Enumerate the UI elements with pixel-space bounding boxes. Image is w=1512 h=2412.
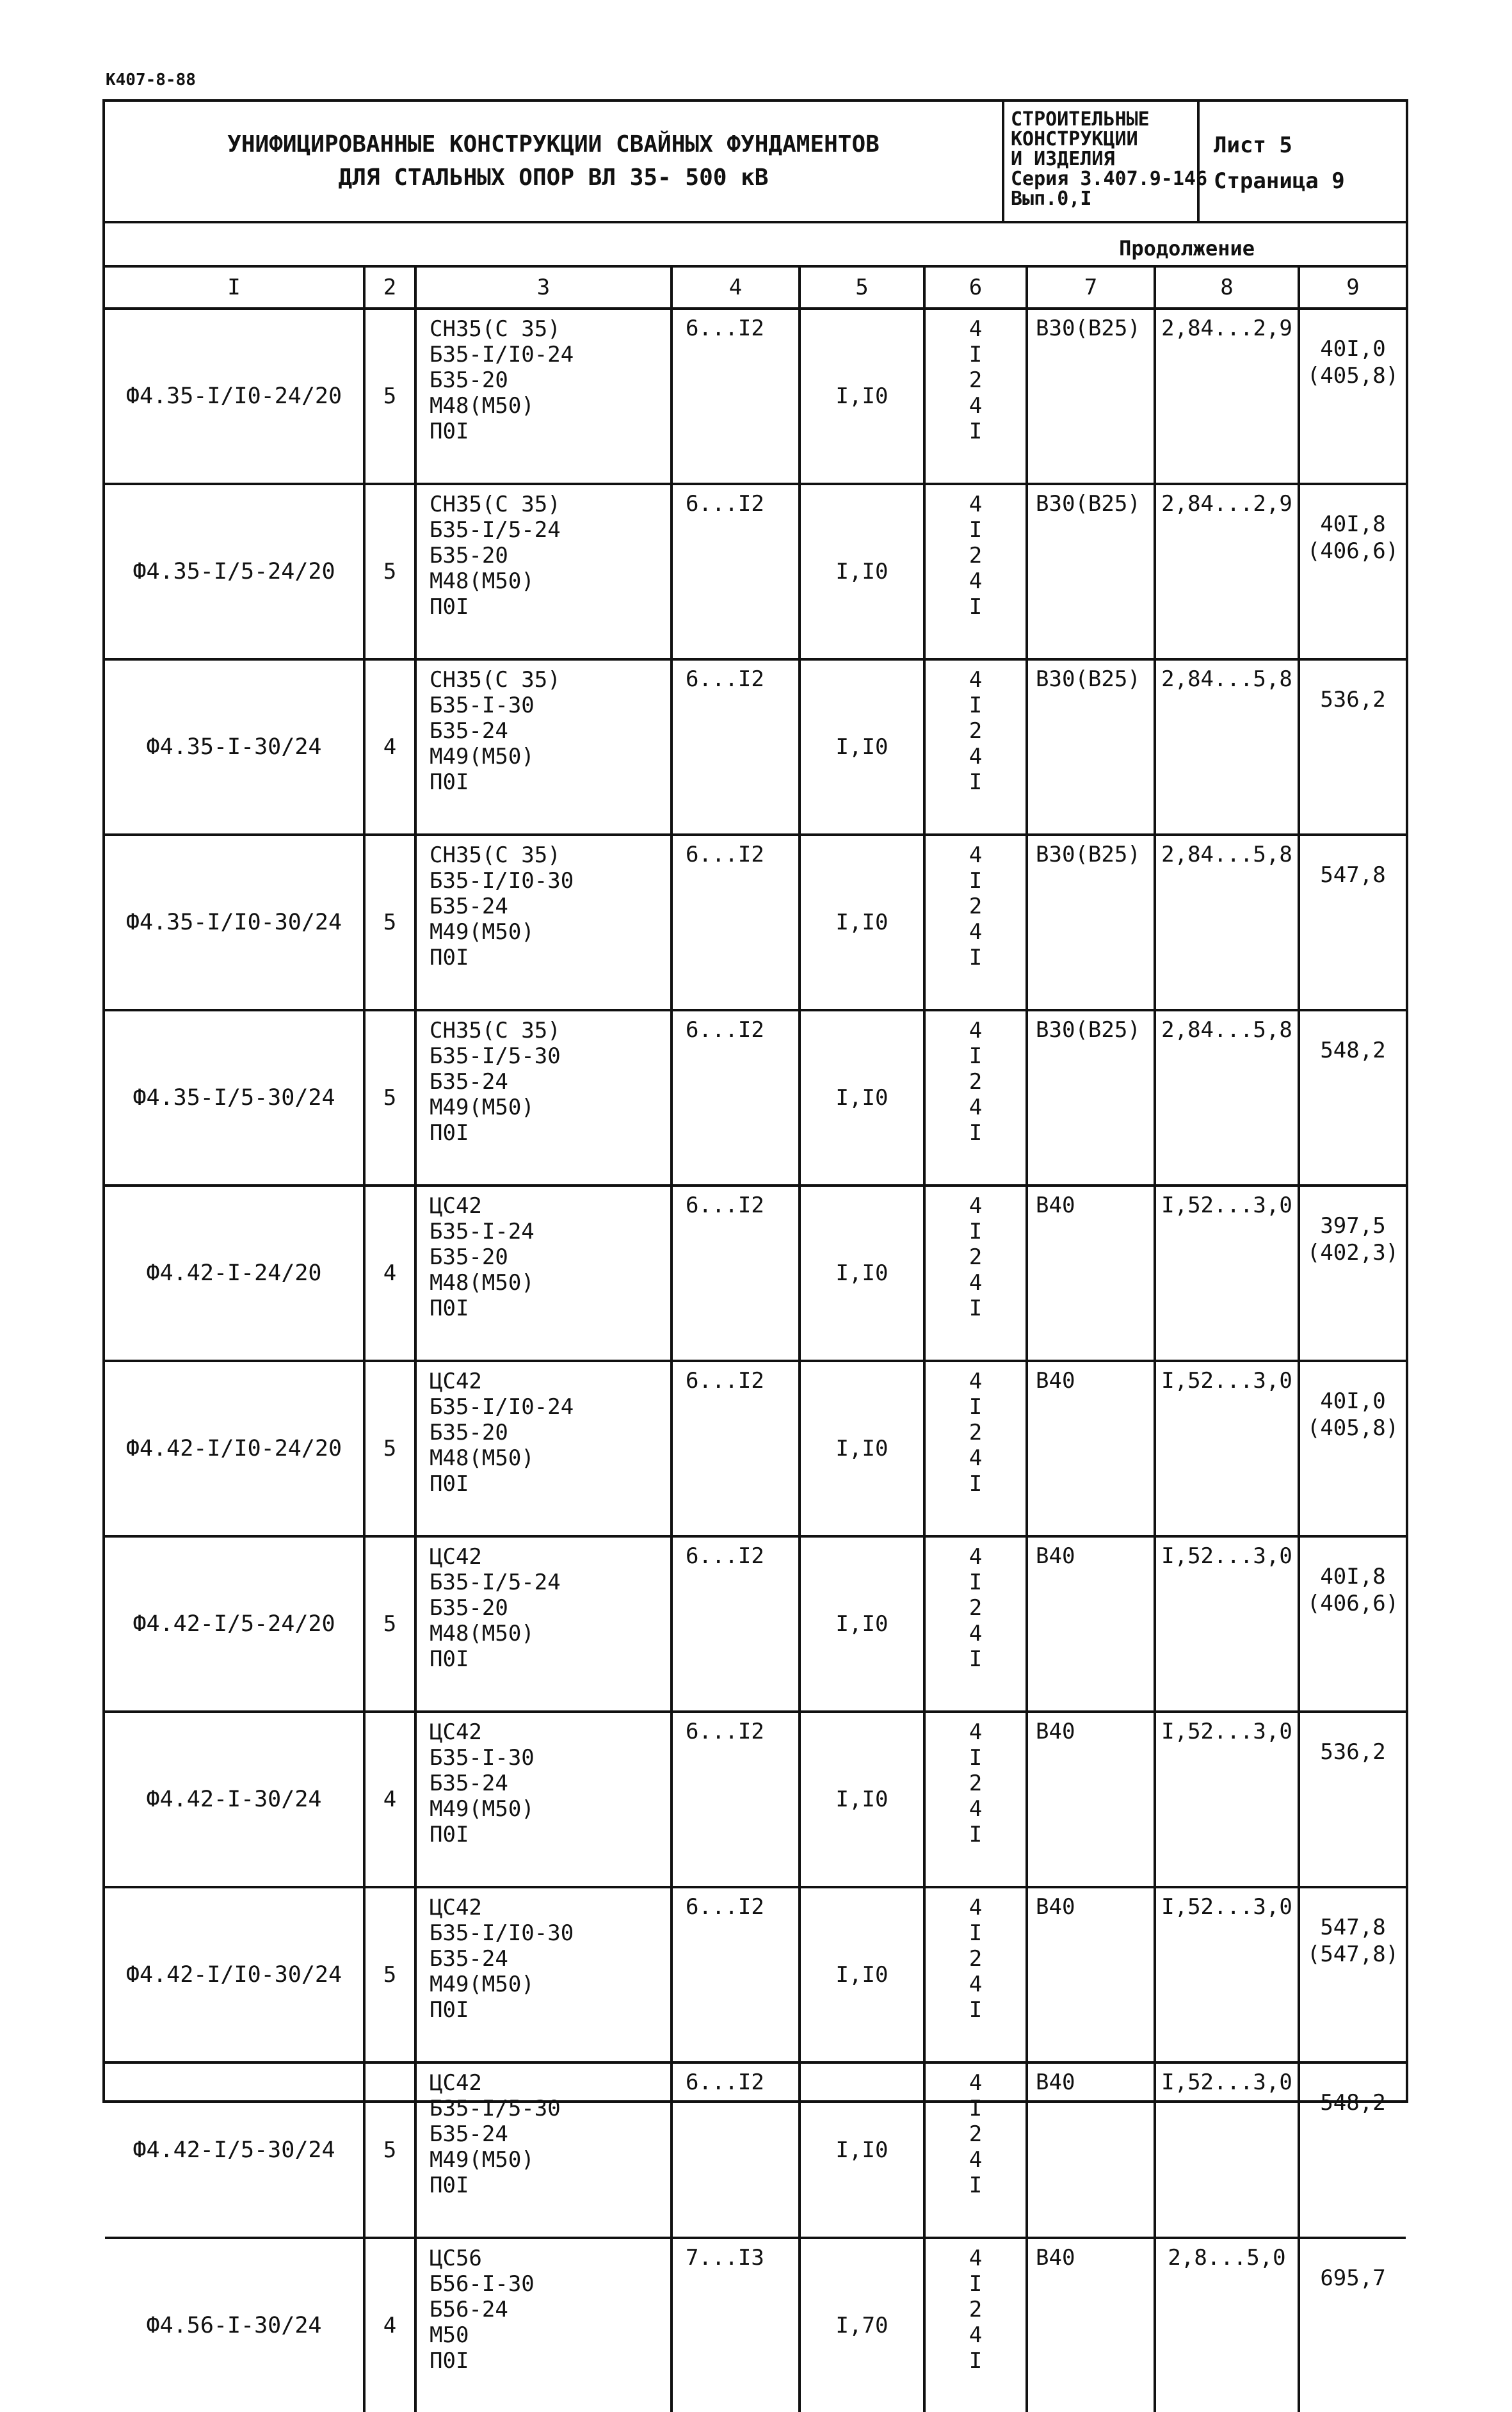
element-quantities-line: I — [969, 2096, 983, 2121]
mass-value-line: 40I,8 — [1320, 511, 1386, 537]
mass-value-line: 695,7 — [1320, 2265, 1386, 2291]
series-line: СТРОИТЕЛЬНЫЕ — [1011, 108, 1150, 131]
value-range: I,52...3,0 — [1155, 2062, 1299, 2238]
element-list-line: Б35-24 — [430, 2121, 508, 2147]
element-list-line: М50 — [430, 2322, 469, 2348]
title-line-1: УНИФИЦИРОВАННЫЕ КОНСТРУКЦИИ СВАЙНЫХ ФУНДАМЕНТОВ — [227, 131, 880, 157]
value-range: I,52...3,0 — [1155, 1712, 1299, 1887]
element-list — [415, 1361, 672, 1536]
column-4-value: 6...I2 — [672, 1712, 800, 1887]
document-title — [105, 102, 1004, 221]
element-list — [415, 1186, 672, 1361]
mass-value — [1299, 1010, 1406, 1186]
element-quantities-line: I — [969, 1043, 983, 1069]
element-list-line: М48(М50) — [430, 393, 535, 419]
column-5-value: I,I0 — [800, 1186, 924, 1361]
element-list-line: Б35-20 — [430, 543, 508, 568]
element-quantities-line: I — [969, 1822, 983, 1847]
mass-value-line: 536,2 — [1320, 1739, 1386, 1765]
element-quantities-line: 2 — [969, 1771, 983, 1796]
element-quantities-line: 4 — [969, 316, 983, 342]
value-range: 2,84...5,8 — [1155, 659, 1299, 835]
element-list — [415, 2238, 672, 2412]
document-code: К407-8-88 — [106, 70, 196, 90]
element-list — [415, 1887, 672, 2062]
element-list-line: Б35-I-30 — [430, 1745, 535, 1771]
element-count: 4 — [364, 1186, 415, 1361]
element-list-line: ЦС42 — [430, 2070, 482, 2096]
element-quantities-line: 4 — [969, 1270, 983, 1296]
element-list-line: М48(М50) — [430, 1270, 535, 1296]
element-list — [415, 835, 672, 1010]
element-list-line: СН35(С 35) — [430, 492, 561, 517]
element-list-line: Б35-20 — [430, 1595, 508, 1621]
element-list-line: Б35-20 — [430, 1244, 508, 1270]
element-quantities-line: 4 — [969, 1369, 983, 1394]
element-list-line: ЦС42 — [430, 1369, 482, 1394]
element-list-line: П0I — [430, 2173, 469, 2198]
element-quantities-line: I — [969, 2271, 983, 2297]
table-row — [105, 659, 1406, 835]
element-list-line: СН35(С 35) — [430, 667, 561, 693]
series-line: И ИЗДЕЛИЯ — [1011, 148, 1115, 170]
element-list — [415, 309, 672, 484]
foundation-mark: Ф4.42-I/5-30/24 — [105, 2062, 364, 2238]
mass-value — [1299, 1361, 1406, 1536]
element-list — [415, 1010, 672, 1186]
element-list-line: ЦС56 — [430, 2246, 482, 2271]
element-quantities-line: I — [969, 769, 983, 795]
element-quantities-line: I — [969, 342, 983, 367]
title-block — [105, 102, 1406, 223]
concrete-class: В40 — [1027, 2062, 1155, 2238]
element-quantities-line: I — [969, 1296, 983, 1321]
element-quantities-line: 4 — [969, 1445, 983, 1471]
column-4-value: 6...I2 — [672, 309, 800, 484]
value-range: I,52...3,0 — [1155, 1361, 1299, 1536]
element-list-line: Б56-24 — [430, 2297, 508, 2322]
element-quantities-line: 4 — [969, 1193, 983, 1219]
mass-value-line: (405,8) — [1307, 363, 1399, 389]
element-quantities — [924, 1186, 1027, 1361]
mass-value — [1299, 484, 1406, 659]
column-5-value: I,I0 — [800, 1010, 924, 1186]
column-5-value: I,I0 — [800, 309, 924, 484]
column-header: 4 — [672, 266, 800, 309]
element-quantities — [924, 484, 1027, 659]
mass-value-line: 40I,8 — [1320, 1564, 1386, 1589]
column-header: 9 — [1299, 266, 1406, 309]
element-list — [415, 1536, 672, 1712]
element-list-line: П0I — [430, 419, 469, 444]
mass-value-line: 547,8 — [1320, 862, 1386, 888]
value-range: 2,84...5,8 — [1155, 835, 1299, 1010]
foundation-mark: Ф4.35-I-30/24 — [105, 659, 364, 835]
foundation-mark: Ф4.35-I/I0-24/20 — [105, 309, 364, 484]
value-range: I,52...3,0 — [1155, 1887, 1299, 2062]
element-list-line: М48(М50) — [430, 1621, 535, 1646]
column-header: I — [105, 266, 364, 309]
concrete-class: В40 — [1027, 1887, 1155, 2062]
element-quantities-line: 4 — [969, 667, 983, 693]
table-row — [105, 1010, 1406, 1186]
column-4-value: 6...I2 — [672, 484, 800, 659]
mass-value-line: 40I,0 — [1320, 336, 1386, 362]
value-range: I,52...3,0 — [1155, 1186, 1299, 1361]
element-quantities-line: 4 — [969, 1621, 983, 1646]
element-quantities-line: I — [969, 1920, 983, 1946]
element-list-line: Б35-24 — [430, 718, 508, 744]
element-list-line: Б35-24 — [430, 1069, 508, 1095]
table-row — [105, 1712, 1406, 1887]
element-quantities-line: 4 — [969, 1796, 983, 1822]
column-5-value: I,I0 — [800, 1536, 924, 1712]
element-quantities-line: 2 — [969, 894, 983, 919]
mass-value-line: (547,8) — [1307, 1942, 1399, 1967]
element-list-line: Б35-24 — [430, 1771, 508, 1796]
element-list-line: М49(М50) — [430, 1972, 535, 1997]
foundation-mark: Ф4.35-I/I0-30/24 — [105, 835, 364, 1010]
element-quantities-line: 2 — [969, 1244, 983, 1270]
series-line: Вып.0,I — [1011, 188, 1092, 210]
column-5-value: I,I0 — [800, 835, 924, 1010]
concrete-class: В30(В25) — [1027, 835, 1155, 1010]
foundation-mark: Ф4.42-I/I0-30/24 — [105, 1887, 364, 2062]
mass-value-line: (402,3) — [1307, 1240, 1399, 1266]
foundation-mark: Ф4.35-I/5-24/20 — [105, 484, 364, 659]
element-count: 5 — [364, 1887, 415, 2062]
element-quantities-line: 4 — [969, 393, 983, 419]
element-list-line: Б35-I/5-30 — [430, 2096, 561, 2121]
table-row — [105, 484, 1406, 659]
element-quantities-line: I — [969, 1219, 983, 1244]
element-quantities-line: 4 — [969, 568, 983, 594]
element-list-line: М49(М50) — [430, 1796, 535, 1822]
element-quantities-line: 2 — [969, 2121, 983, 2147]
element-quantities — [924, 1712, 1027, 1887]
element-count: 5 — [364, 2062, 415, 2238]
element-quantities-line: 4 — [969, 1972, 983, 1997]
column-4-value: 6...I2 — [672, 1887, 800, 2062]
table-row — [105, 2238, 1406, 2412]
mass-value-line: 547,8 — [1320, 1915, 1386, 1940]
element-quantities-line: I — [969, 1646, 983, 1672]
element-count: 5 — [364, 1536, 415, 1712]
element-quantities-line: I — [969, 1394, 983, 1420]
element-list-line: П0I — [430, 1822, 469, 1847]
table-row — [105, 309, 1406, 484]
mass-value — [1299, 1887, 1406, 2062]
concrete-class: В40 — [1027, 1712, 1155, 1887]
column-5-value: I,I0 — [800, 1887, 924, 2062]
column-5-value: I,I0 — [800, 484, 924, 659]
column-header: 3 — [415, 266, 672, 309]
element-quantities-line: I — [969, 945, 983, 970]
table-row — [105, 1536, 1406, 1712]
concrete-class: В40 — [1027, 1361, 1155, 1536]
column-4-value: 6...I2 — [672, 1186, 800, 1361]
concrete-class: В30(В25) — [1027, 309, 1155, 484]
element-quantities — [924, 1361, 1027, 1536]
concrete-class: В40 — [1027, 1186, 1155, 1361]
element-list-line: Б35-20 — [430, 1420, 508, 1445]
value-range: 2,84...2,9 — [1155, 309, 1299, 484]
element-list-line: Б35-I/I0-24 — [430, 1394, 574, 1420]
element-list-line: П0I — [430, 594, 469, 620]
continuation-label: Продолжение — [1119, 236, 1255, 261]
element-list-line: М48(М50) — [430, 568, 535, 594]
table-row — [105, 2062, 1406, 2238]
element-list-line: Б56-I-30 — [430, 2271, 535, 2297]
element-quantities-line: I — [969, 1471, 983, 1497]
column-header: 8 — [1155, 266, 1299, 309]
element-quantities-line: 2 — [969, 543, 983, 568]
element-list-line: П0I — [430, 2348, 469, 2374]
column-4-value: 6...I2 — [672, 835, 800, 1010]
element-quantities — [924, 1010, 1027, 1186]
element-list-line: Б35-I/I0-30 — [430, 868, 574, 894]
element-count: 5 — [364, 835, 415, 1010]
element-quantities-line: 4 — [969, 2147, 983, 2173]
element-quantities-line: 2 — [969, 2297, 983, 2322]
column-5-value: I,70 — [800, 2238, 924, 2412]
concrete-class: В30(В25) — [1027, 659, 1155, 835]
value-range: 2,8...5,0 — [1155, 2238, 1299, 2412]
sheet-block — [1200, 102, 1406, 221]
element-count: 5 — [364, 484, 415, 659]
element-quantities-line: 4 — [969, 2246, 983, 2271]
mass-value — [1299, 1536, 1406, 1712]
mass-value — [1299, 309, 1406, 484]
element-quantities-line: 2 — [969, 1595, 983, 1621]
element-list-line: П0I — [430, 1997, 469, 2023]
element-count: 5 — [364, 1361, 415, 1536]
element-quantities-line: I — [969, 1745, 983, 1771]
table-row — [105, 1186, 1406, 1361]
foundation-mark: Ф4.42-I-30/24 — [105, 1712, 364, 1887]
column-header-row — [105, 266, 1406, 309]
element-list-line: М49(М50) — [430, 744, 535, 769]
column-4-value: 6...I2 — [672, 1536, 800, 1712]
element-list-line: П0I — [430, 1120, 469, 1146]
element-quantities-line: I — [969, 1570, 983, 1595]
element-quantities-line: 2 — [969, 367, 983, 393]
element-list-line: ЦС42 — [430, 1193, 482, 1219]
concrete-class: В30(В25) — [1027, 484, 1155, 659]
element-quantities-line: 4 — [969, 2070, 983, 2096]
element-list-line: П0I — [430, 945, 469, 970]
element-list — [415, 1712, 672, 1887]
element-list-line: Б35-I/I0-24 — [430, 342, 574, 367]
foundation-mark: Ф4.35-I/5-30/24 — [105, 1010, 364, 1186]
element-quantities-line: 4 — [969, 492, 983, 517]
element-quantities — [924, 2062, 1027, 2238]
element-list-line: Б35-I/5-24 — [430, 517, 561, 543]
element-list-line: П0I — [430, 1646, 469, 1672]
element-quantities — [924, 2238, 1027, 2412]
element-list-line: Б35-24 — [430, 894, 508, 919]
foundation-table — [105, 265, 1406, 2412]
table-row — [105, 1887, 1406, 2062]
series-block — [1004, 102, 1208, 221]
concrete-class: В40 — [1027, 2238, 1155, 2412]
series-line: КОНСТРУКЦИИ — [1011, 128, 1138, 150]
element-quantities-line: I — [969, 1120, 983, 1146]
foundation-mark: Ф4.42-I/I0-24/20 — [105, 1361, 364, 1536]
element-quantities-line: 4 — [969, 1018, 983, 1043]
value-range: I,52...3,0 — [1155, 1536, 1299, 1712]
element-quantities-line: 4 — [969, 1095, 983, 1120]
element-quantities-line: 4 — [969, 1895, 983, 1920]
column-header: 7 — [1027, 266, 1155, 309]
element-quantities-line: I — [969, 594, 983, 620]
element-list-line: П0I — [430, 1471, 469, 1497]
mass-value-line: 40I,0 — [1320, 1388, 1386, 1414]
column-header: 2 — [364, 266, 415, 309]
element-quantities-line: I — [969, 1997, 983, 2023]
element-quantities-line: 2 — [969, 1069, 983, 1095]
column-5-value: I,I0 — [800, 659, 924, 835]
element-list-line: СН35(С 35) — [430, 316, 561, 342]
element-quantities-line: I — [969, 517, 983, 543]
element-quantities-line: 4 — [969, 1719, 983, 1745]
element-quantities-line: 2 — [969, 1946, 983, 1972]
document-frame — [102, 99, 1408, 2374]
element-list — [415, 659, 672, 835]
element-quantities — [924, 309, 1027, 484]
concrete-class: В40 — [1027, 1536, 1155, 1712]
column-header: 6 — [924, 266, 1027, 309]
element-quantities-line: I — [969, 419, 983, 444]
mass-value — [1299, 1186, 1406, 1361]
column-4-value: 6...I2 — [672, 1010, 800, 1186]
value-range: 2,84...2,9 — [1155, 484, 1299, 659]
column-4-value: 6...I2 — [672, 659, 800, 835]
concrete-class: В30(В25) — [1027, 1010, 1155, 1186]
mass-value-line: 548,2 — [1320, 1038, 1386, 1063]
table-row — [105, 835, 1406, 1010]
element-list-line: М49(М50) — [430, 2147, 535, 2173]
mass-value-line: (406,6) — [1307, 538, 1399, 564]
element-quantities-line: I — [969, 868, 983, 894]
mass-value-line: 536,2 — [1320, 687, 1386, 712]
column-4-value: 6...I2 — [672, 2062, 800, 2238]
element-quantities-line: 2 — [969, 1420, 983, 1445]
element-quantities-line: 4 — [969, 919, 983, 945]
element-quantities — [924, 1887, 1027, 2062]
mass-value-line: 548,2 — [1320, 2090, 1386, 2116]
element-list-line: Б35-20 — [430, 367, 508, 393]
element-count: 5 — [364, 309, 415, 484]
element-list-line: П0I — [430, 769, 469, 795]
element-quantities — [924, 1536, 1027, 1712]
element-list — [415, 2062, 672, 2238]
series-line: Серия 3.407.9-146 — [1011, 168, 1208, 190]
element-list-line: Б35-I/5-24 — [430, 1570, 561, 1595]
element-quantities-line: 4 — [969, 842, 983, 868]
foundation-mark: Ф4.56-I-30/24 — [105, 2238, 364, 2412]
column-5-value: I,I0 — [800, 1361, 924, 1536]
element-list-line: ЦС42 — [430, 1895, 482, 1920]
element-list-line: Б35-24 — [430, 1946, 508, 1972]
foundation-mark: Ф4.42-I-24/20 — [105, 1186, 364, 1361]
element-list — [415, 484, 672, 659]
table-row — [105, 1361, 1406, 1536]
element-quantities-line: I — [969, 2348, 983, 2374]
column-4-value: 6...I2 — [672, 1361, 800, 1536]
element-count: 4 — [364, 1712, 415, 1887]
element-list-line: П0I — [430, 1296, 469, 1321]
element-list-line: Б35-I/5-30 — [430, 1043, 561, 1069]
element-list-line: ЦС42 — [430, 1719, 482, 1745]
element-list-line: СН35(С 35) — [430, 842, 561, 868]
element-count: 5 — [364, 1010, 415, 1186]
element-list-line: М49(М50) — [430, 1095, 535, 1120]
element-list-line: ЦС42 — [430, 1544, 482, 1570]
mass-value — [1299, 835, 1406, 1010]
mass-value — [1299, 2238, 1406, 2412]
element-count: 4 — [364, 659, 415, 835]
element-list-line: Б35-I-30 — [430, 693, 535, 718]
page-number: Страница 9 — [1214, 168, 1345, 194]
title-line-2: ДЛЯ СТАЛЬНЫХ ОПОР ВЛ 35- 500 кВ — [338, 165, 769, 191]
element-quantities — [924, 659, 1027, 835]
mass-value-line: (406,6) — [1307, 1591, 1399, 1616]
column-5-value: I,I0 — [800, 1712, 924, 1887]
mass-value — [1299, 659, 1406, 835]
column-5-value: I,I0 — [800, 2062, 924, 2238]
element-quantities-line: 2 — [969, 718, 983, 744]
element-quantities-line: 4 — [969, 1544, 983, 1570]
element-quantities-line: I — [969, 693, 983, 718]
mass-value — [1299, 2062, 1406, 2238]
column-header: 5 — [800, 266, 924, 309]
element-list-line: Б35-I-24 — [430, 1219, 535, 1244]
element-list-line: М48(М50) — [430, 1445, 535, 1471]
sheet-number: Лист 5 — [1214, 133, 1292, 158]
value-range: 2,84...5,8 — [1155, 1010, 1299, 1186]
foundation-mark: Ф4.42-I/5-24/20 — [105, 1536, 364, 1712]
element-quantities-line: 4 — [969, 2322, 983, 2348]
mass-value-line: (405,8) — [1307, 1415, 1399, 1441]
element-quantities-line: 4 — [969, 744, 983, 769]
element-list-line: СН35(С 35) — [430, 1018, 561, 1043]
element-list-line: Б35-I/I0-30 — [430, 1920, 574, 1946]
element-quantities-line: I — [969, 2173, 983, 2198]
column-4-value: 7...I3 — [672, 2238, 800, 2412]
mass-value-line: 397,5 — [1320, 1213, 1386, 1239]
mass-value — [1299, 1712, 1406, 1887]
element-count: 4 — [364, 2238, 415, 2412]
element-quantities — [924, 835, 1027, 1010]
element-list-line: М49(М50) — [430, 919, 535, 945]
